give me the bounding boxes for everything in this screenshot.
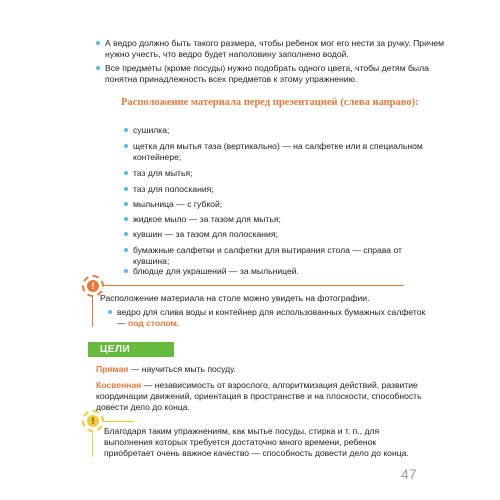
note-bullet <box>117 307 427 329</box>
arrangement-item-text: щетка для мытья таза (вертикально) — на салфетке или в специальном контейнере; <box>133 141 423 162</box>
bullet-dot <box>124 217 128 221</box>
arrangement-item <box>133 229 433 240</box>
note-divider <box>104 285 404 286</box>
note-divider <box>104 421 134 422</box>
exclamation-icon <box>82 410 104 432</box>
goal-indirect <box>96 380 426 413</box>
goal-indirect-label: Косвенная <box>96 380 142 390</box>
arrangement-item <box>133 125 433 136</box>
bullet-text: Все предметы (кроме посуды) нужно подобрать одного цвета, чтобы детям была понятна принадлежность всех предметов к этому упражнению. <box>105 63 429 84</box>
arrangement-item <box>133 184 433 195</box>
goal-direct-text: — научиться мыть посуду. <box>128 364 236 374</box>
note-text: Расположение материала на столе можно увидеть на фотографии. <box>100 293 370 303</box>
bullet-dot <box>124 171 128 175</box>
arrangement-item-text: таз для полоскания; <box>133 184 214 194</box>
goal-indirect-text: — независимость от взрослого, алгоритмизация действий, развитие координации движений, ориентация в пространстве и на плоскости, способность довести дело до конца. <box>96 380 422 412</box>
note-side-line <box>92 433 93 457</box>
arrangement-item-text: жидкое мыло — за тазом для мытья; <box>133 214 281 224</box>
arrangement-item <box>133 168 433 179</box>
arrangement-item <box>133 199 433 210</box>
bullet-dot <box>124 144 128 148</box>
bullet-text: А ведро должно быть такого размера, чтобы ребенок мог его нести за ручку. Причем нужно учесть, что ведро будет наполовину заполнено водой. <box>105 38 445 59</box>
arrangement-item-text: таз для мытья; <box>133 168 193 178</box>
bullet-dot <box>124 232 128 236</box>
bullet-item <box>105 63 445 85</box>
exclamation-icon-glyph: ! <box>87 415 99 427</box>
goal-direct-label: Прямая <box>96 364 129 374</box>
note-bullet-text: ведро для слива воды и контейнер для использованных бумажных салфеток — <box>117 307 426 328</box>
goals-banner <box>88 342 174 357</box>
arrangement-item <box>133 214 433 225</box>
bullet-dot <box>124 248 128 252</box>
goal-direct <box>96 364 426 375</box>
goals-banner-label: ЦЕЛИ <box>100 344 131 355</box>
note-side-line <box>92 297 93 327</box>
arrangement-item-text: мыльница — с губкой; <box>133 199 223 209</box>
arrangement-item-text: бумажные салфетки и салфетки для вытирания стола — справа от кувшина; <box>133 245 402 266</box>
note2-text: Благодаря таким упражнениям, как мытье посуды, стирка и т. п., для выполнения которых требуется достаточно много времени, ребенок приобретает очень важное качество — способность довести дело до конца. <box>104 426 409 458</box>
arrangement-item-text: кувшин — за тазом для полоскания; <box>133 229 278 239</box>
bullet-dot <box>108 310 112 314</box>
bullet-dot <box>96 41 100 45</box>
bullet-dot <box>124 187 128 191</box>
bullet-dot <box>124 269 128 273</box>
exclamation-icon-glyph: ! <box>87 280 99 292</box>
bullet-dot <box>124 202 128 206</box>
note-bullet-emphasis: под столом. <box>127 318 180 328</box>
bullet-item <box>105 38 445 60</box>
arrangement-item <box>133 266 433 277</box>
arrangement-item-text: блюдце для украшений — за мыльницей. <box>133 266 299 276</box>
arrangement-item <box>133 141 433 163</box>
bullet-dot <box>96 66 100 70</box>
arrangement-heading: Расположение материала перед презентацией (слева направо): <box>121 97 419 108</box>
arrangement-item <box>133 245 433 267</box>
bullet-dot <box>124 128 128 132</box>
arrangement-item-text: сушилка; <box>133 125 170 135</box>
page-number: 47 <box>401 466 417 482</box>
